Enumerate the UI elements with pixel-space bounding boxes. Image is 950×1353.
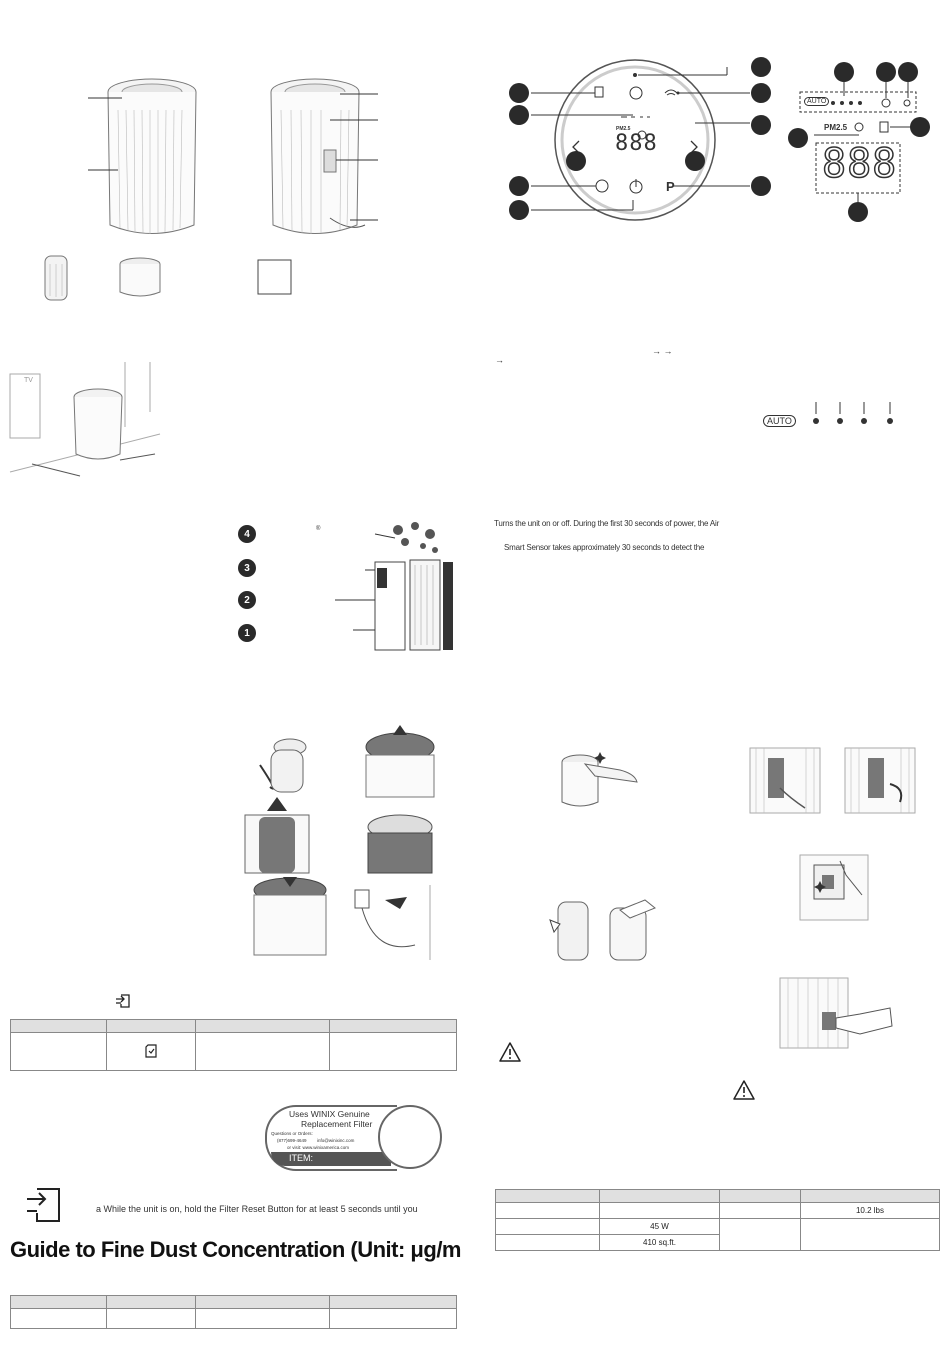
filter-reset-instruction: a While the unit is on, hold the Filter Reset Button for at least 5 seconds until you <box>96 1204 418 1214</box>
tv-label: TV <box>24 377 33 384</box>
label-title-line1: Uses WINIX Genuine <box>289 1109 370 1119</box>
spec-area: 410 sq.ft. <box>600 1235 720 1251</box>
vacuum-cleaning-illustration <box>550 890 660 965</box>
detail-pm-label: PM2.5 <box>824 123 848 132</box>
label-sticker-circle <box>378 1105 442 1169</box>
layer-number: 1 <box>238 624 256 642</box>
filter-reset-large-icon <box>25 1187 63 1223</box>
mode-sequence-wrap-arrow: → <box>495 355 504 365</box>
specifications-table <box>495 1189 940 1251</box>
label-phone: (877)699-4649 <box>277 1138 307 1143</box>
smart-sensor-description: Smart Sensor takes approximately 30 seconds to detect the <box>504 543 705 552</box>
mode-sequence-arrows: → → <box>652 346 673 356</box>
room-placement-illustration <box>10 362 160 487</box>
dial-digits: 888 <box>615 131 658 156</box>
purifier-back-illustration <box>260 70 385 245</box>
layer-number: 2 <box>238 591 256 609</box>
detail-auto-badge: AUTO <box>804 97 829 106</box>
layer-number: 4 <box>238 525 256 543</box>
power-button-description: Turns the unit on or off. During the first 30 seconds of power, the Air <box>494 519 720 528</box>
label-title-line2: Replacement Filter <box>301 1119 373 1129</box>
label-questions: Questions or Orders: <box>271 1131 313 1136</box>
dial-p-button-label: P <box>666 179 675 194</box>
spec-power: 45 W <box>600 1219 720 1235</box>
fan-speed-dots <box>808 400 898 428</box>
sensor-cleaning-illustration <box>555 750 645 810</box>
spec-weight: 10.2 lbs <box>801 1203 940 1219</box>
filter-indicator-icon <box>143 1043 159 1059</box>
label-item: ITEM: <box>289 1153 313 1163</box>
included-items-illustration <box>40 252 300 304</box>
layer-mark: ® <box>316 526 321 532</box>
filter-layers-illustration <box>335 510 460 655</box>
replacement-filter-label <box>265 1105 440 1167</box>
filter-reset-hand-illustration <box>780 978 895 1048</box>
sensor-cover-illustration <box>800 855 868 920</box>
fine-dust-heading: Guide to Fine Dust Concentration (Unit: μg/m <box>10 1237 461 1262</box>
label-email: info@winixinc.com <box>317 1138 355 1143</box>
dial-pm-label: PM2.5 <box>616 126 631 132</box>
filter-indicator-table <box>10 1019 457 1071</box>
detail-digits: 888 <box>822 141 898 187</box>
purifier-front-illustration <box>88 70 218 245</box>
fine-dust-table <box>10 1295 457 1329</box>
label-visit: or visit: www.winixamerica.com <box>287 1145 350 1150</box>
caution-icon <box>733 1080 755 1100</box>
filter-reset-icon <box>115 993 131 1009</box>
auto-fan-badge: AUTO <box>763 415 796 427</box>
filter-replacement-steps-illustration <box>235 725 445 960</box>
caution-icon <box>499 1042 521 1062</box>
pre-filter-removal-illustration <box>750 748 915 813</box>
layer-number: 3 <box>238 559 256 577</box>
